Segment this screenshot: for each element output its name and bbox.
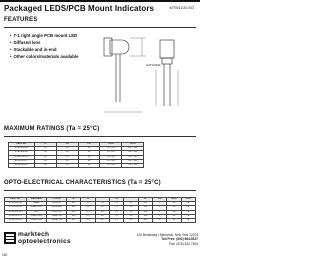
- cell: 2.1: [109, 206, 123, 210]
- cell: 585: [67, 214, 81, 218]
- cell: 100: [138, 210, 152, 214]
- opto-table: [4, 197, 196, 223]
- cell: 5.0: [56, 155, 78, 159]
- col-header: VR: [56, 143, 78, 147]
- cell: 5: [152, 210, 166, 214]
- opto-rule: [4, 190, 196, 191]
- opto-heading: OPTO-ELECTRICAL CHARACTERISTICS (Ta = 25°C): [4, 180, 161, 186]
- cell: A: [181, 214, 195, 218]
- dimension-drawing: [102, 26, 194, 118]
- cell: 4.0: [81, 206, 95, 210]
- cell: 5.0: [56, 164, 78, 168]
- cell: GaAsP/GaP: [27, 219, 47, 223]
- cell: 100: [138, 202, 152, 206]
- logo-mark-icon: [4, 232, 16, 244]
- cell: -25~+85: [100, 155, 122, 159]
- cell: 2.1: [109, 219, 123, 223]
- led-body: [104, 38, 112, 56]
- cell: MTB4100-SO: [5, 219, 27, 223]
- cell: A: [181, 210, 195, 214]
- cell: 4.0: [81, 219, 95, 223]
- col-header: IF: [35, 143, 57, 147]
- cell: 5: [152, 206, 166, 210]
- cell: Green Diff: [47, 210, 67, 214]
- cell: GaAsP: [27, 202, 47, 206]
- cell: 80: [78, 151, 100, 155]
- page-code: 160: [2, 253, 8, 257]
- col-header: TOPR: [100, 143, 122, 147]
- cell: MTB4100-SO: [9, 164, 35, 168]
- cell: 100: [138, 214, 152, 218]
- cell: 2.8: [124, 202, 138, 206]
- cell: 5: [152, 214, 166, 218]
- cell: -25~+85: [100, 159, 122, 163]
- cell: Orange Diff: [47, 219, 67, 223]
- cell: -40~+100: [122, 155, 144, 159]
- col-header: IR: [138, 198, 152, 202]
- cell: 2.1: [109, 214, 123, 218]
- col-header: PART NO.: [5, 198, 27, 202]
- cell: -40~+100: [122, 151, 144, 155]
- brand-name: marktech: [18, 231, 50, 238]
- cell: 80: [78, 155, 100, 159]
- cell: A: [181, 206, 195, 210]
- cell: 565: [67, 210, 81, 214]
- cell: 90: [167, 214, 181, 218]
- address: 120 Broadway • Menands, New York 12204: [136, 233, 198, 237]
- feature-item: • Diffused lens: [10, 39, 110, 46]
- cell: 4.0: [81, 210, 95, 214]
- toll-free-number: Toll Free: (800) 984-5337: [161, 237, 198, 242]
- col-header: PD: [78, 143, 100, 147]
- cell: 2.8: [124, 206, 138, 210]
- features-list: [10, 32, 110, 60]
- fax-number: Fax: (518) 432-7454: [169, 241, 198, 246]
- cell: -25~+85: [100, 147, 122, 151]
- cell: -40~+100: [122, 147, 144, 151]
- cell: 5: [152, 202, 166, 206]
- col-header: TSTG: [122, 143, 144, 147]
- max-ratings-table: [8, 142, 144, 168]
- cell: MTB4100-HO: [5, 206, 27, 210]
- col-header: λP: [67, 198, 81, 202]
- header: [4, 4, 196, 13]
- table-row: [9, 164, 144, 168]
- cell: 30: [35, 159, 57, 163]
- col-header: COLOR: [47, 198, 67, 202]
- cathode-label: CATHODE: [146, 63, 161, 67]
- col-header: PKG: [181, 198, 195, 202]
- cell: 1.0: [81, 202, 95, 206]
- col-header: 2θ1/2: [167, 198, 181, 202]
- max-ratings-rule: [4, 136, 196, 137]
- cell: 8.0: [95, 206, 109, 210]
- cell: 80: [78, 164, 100, 168]
- cell: 8.0: [95, 210, 109, 214]
- cell: MTB4100-YO: [9, 159, 35, 163]
- cell: 30: [35, 151, 57, 155]
- cell: 80: [78, 159, 100, 163]
- page-title: Packaged LEDS/PCB Mount Indicators: [4, 4, 155, 13]
- features-heading: FEATURES: [4, 17, 38, 23]
- cell: GaP: [27, 210, 47, 214]
- cell: Hi-Eff Red: [47, 206, 67, 210]
- cell: 2.8: [124, 210, 138, 214]
- cell: MTB4100-RO: [5, 202, 27, 206]
- cell: 90: [167, 206, 181, 210]
- cell: -25~+85: [100, 151, 122, 155]
- cell: MTB4100-RO: [9, 147, 35, 151]
- led-dome: [110, 40, 129, 54]
- cell: A: [181, 219, 195, 223]
- cell: 100: [138, 219, 152, 223]
- col-header: VR: [152, 198, 166, 202]
- cell: 2.8: [124, 219, 138, 223]
- feature-item: • Other colors/materials available: [10, 53, 110, 60]
- brand-logo: [4, 231, 82, 247]
- cell: 2.8: [124, 214, 138, 218]
- col-header: PART NO.: [9, 143, 35, 147]
- brand-tagline: optoelectronics: [18, 238, 71, 245]
- col-header: VF: [109, 198, 123, 202]
- cell: MTB4100-YO: [5, 214, 27, 218]
- col-header: IV: [81, 198, 95, 202]
- cell: 2.1: [109, 210, 123, 214]
- cell: Red Diff: [47, 202, 67, 206]
- cell: MTB4100-HO: [9, 151, 35, 155]
- cell: 5.0: [56, 151, 78, 155]
- col-header: MATERIAL: [27, 198, 47, 202]
- cell: -40~+100: [122, 164, 144, 168]
- cell: 5: [152, 219, 166, 223]
- part-number: MTB4100-SO: [169, 5, 194, 10]
- cell: -40~+100: [122, 159, 144, 163]
- cell: MTB4100-GO: [5, 210, 27, 214]
- cell: 697: [67, 202, 81, 206]
- table-row: [5, 219, 196, 223]
- cell: 90: [167, 219, 181, 223]
- top-rule: [0, 0, 200, 2]
- cell: 8.0: [95, 219, 109, 223]
- cell: A: [181, 202, 195, 206]
- cell: -25~+85: [100, 164, 122, 168]
- cell: 80: [78, 147, 100, 151]
- cell: 30: [35, 155, 57, 159]
- feature-item: • T-1 right angle PCB mount LED: [10, 32, 110, 39]
- cell: 4.0: [81, 214, 95, 218]
- contact-block: [118, 233, 198, 246]
- cell: 2.0: [95, 202, 109, 206]
- cell: 30: [35, 164, 57, 168]
- cell: MTB4100-GO: [9, 155, 35, 159]
- side-view-body: [160, 40, 174, 58]
- cell: 5.0: [56, 147, 78, 151]
- cell: 610: [67, 219, 81, 223]
- cell: 30: [35, 147, 57, 151]
- cell: GaAsP/GaP: [27, 214, 47, 218]
- cell: 90: [167, 210, 181, 214]
- cell: 100: [138, 206, 152, 210]
- cell: GaAsP/GaP: [27, 206, 47, 210]
- cell: 90: [167, 202, 181, 206]
- cell: 8.0: [95, 214, 109, 218]
- cell: 2.1: [109, 202, 123, 206]
- feature-item: • Stackable and in-end: [10, 46, 110, 53]
- max-ratings-heading: MAXIMUM RATINGS (Ta = 25°C): [4, 126, 100, 132]
- cell: Yellow Diff: [47, 214, 67, 218]
- cell: 5.0: [56, 159, 78, 163]
- cell: 635: [67, 206, 81, 210]
